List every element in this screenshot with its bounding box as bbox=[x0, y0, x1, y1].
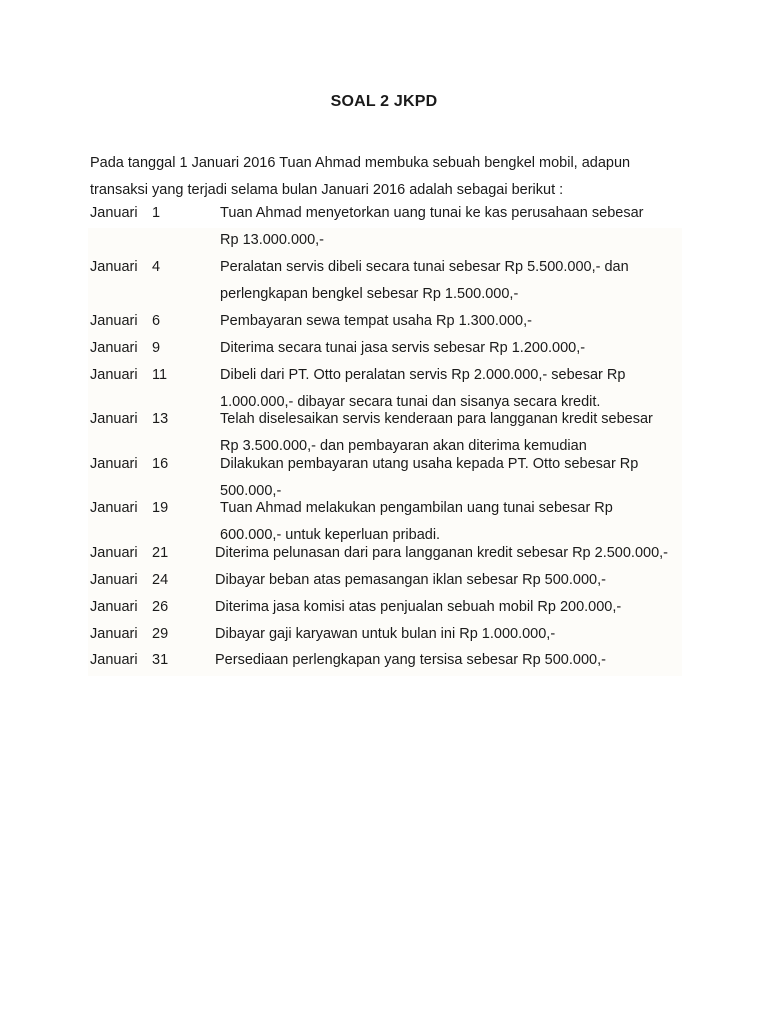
transaction-description: Dibeli dari PT. Otto peralatan servis Rp 2.000.000,- sebesar Rp bbox=[220, 367, 626, 383]
transaction-day: 29 bbox=[152, 626, 169, 642]
transaction-description: Rp 13.000.000,- bbox=[220, 232, 324, 248]
transaction-description: Tuan Ahmad melakukan pengambilan uang tunai sebesar Rp bbox=[220, 500, 613, 516]
transaction-description: Diterima pelunasan dari para langganan kredit sebesar Rp 2.500.000,- bbox=[215, 545, 669, 561]
transaction-day: 16 bbox=[152, 456, 169, 472]
transaction-description: Dilakukan pembayaran utang usaha kepada PT. Otto sebesar Rp bbox=[220, 456, 639, 472]
transaction-day: 13 bbox=[152, 411, 169, 427]
transaction-day: 26 bbox=[152, 599, 169, 615]
transaction-description: Telah diselesaikan servis kenderaan para langganan kredit sebesar bbox=[220, 411, 653, 427]
transaction-description: Pembayaran sewa tempat usaha Rp 1.300.000,- bbox=[220, 313, 532, 329]
transaction-month: Januari bbox=[90, 313, 138, 329]
transaction-description: 500.000,- bbox=[220, 483, 282, 499]
transaction-description: Peralatan servis dibeli secara tunai sebesar Rp 5.500.000,- dan bbox=[220, 259, 629, 275]
transaction-month: Januari bbox=[90, 652, 138, 668]
transaction-month: Januari bbox=[90, 259, 138, 275]
transaction-day: 9 bbox=[152, 340, 161, 356]
transaction-month: Januari bbox=[90, 340, 138, 356]
transaction-month: Januari bbox=[90, 500, 138, 516]
transaction-month: Januari bbox=[90, 599, 138, 615]
intro-line: Pada tanggal 1 Januari 2016 Tuan Ahmad membuka sebuah bengkel mobil, adapun bbox=[90, 155, 631, 171]
transaction-day: 21 bbox=[152, 545, 169, 561]
transaction-month: Januari bbox=[90, 626, 138, 642]
transaction-description: 600.000,- untuk keperluan pribadi. bbox=[220, 527, 441, 543]
transaction-description: 1.000.000,- dibayar secara tunai dan sisanya secara kredit. bbox=[220, 394, 601, 410]
transaction-description: Tuan Ahmad menyetorkan uang tunai ke kas perusahaan sebesar bbox=[220, 205, 644, 221]
transaction-description: Rp 3.500.000,- dan pembayaran akan diterima kemudian bbox=[220, 438, 587, 454]
transaction-description: Dibayar gaji karyawan untuk bulan ini Rp 1.000.000,- bbox=[215, 626, 556, 642]
transaction-day: 6 bbox=[152, 313, 161, 329]
transaction-description: perlengkapan bengkel sebesar Rp 1.500.000,- bbox=[220, 286, 519, 302]
transaction-month: Januari bbox=[90, 367, 138, 383]
transaction-description: Persediaan perlengkapan yang tersisa sebesar Rp 500.000,- bbox=[215, 652, 606, 668]
transaction-day: 19 bbox=[152, 500, 169, 516]
transaction-month: Januari bbox=[90, 456, 138, 472]
transaction-description: Diterima secara tunai jasa servis sebesar Rp 1.200.000,- bbox=[220, 340, 586, 356]
transaction-description: Diterima jasa komisi atas penjualan sebuah mobil Rp 200.000,- bbox=[215, 599, 622, 615]
transaction-day: 1 bbox=[152, 205, 161, 221]
transaction-day: 31 bbox=[152, 652, 169, 668]
transaction-month: Januari bbox=[90, 545, 138, 561]
transaction-day: 11 bbox=[152, 367, 168, 383]
transaction-description: Dibayar beban atas pemasangan iklan sebesar Rp 500.000,- bbox=[215, 572, 606, 588]
transaction-month: Januari bbox=[90, 205, 138, 221]
intro-line: transaksi yang terjadi selama bulan Januari 2016 adalah sebagai berikut : bbox=[90, 182, 564, 198]
transaction-month: Januari bbox=[90, 572, 138, 588]
transaction-day: 24 bbox=[152, 572, 169, 588]
intro-paragraph bbox=[90, 150, 690, 204]
transaction-day: 4 bbox=[152, 259, 161, 275]
transaction-month: Januari bbox=[90, 411, 138, 427]
page-title: SOAL 2 JKPD bbox=[330, 93, 438, 110]
